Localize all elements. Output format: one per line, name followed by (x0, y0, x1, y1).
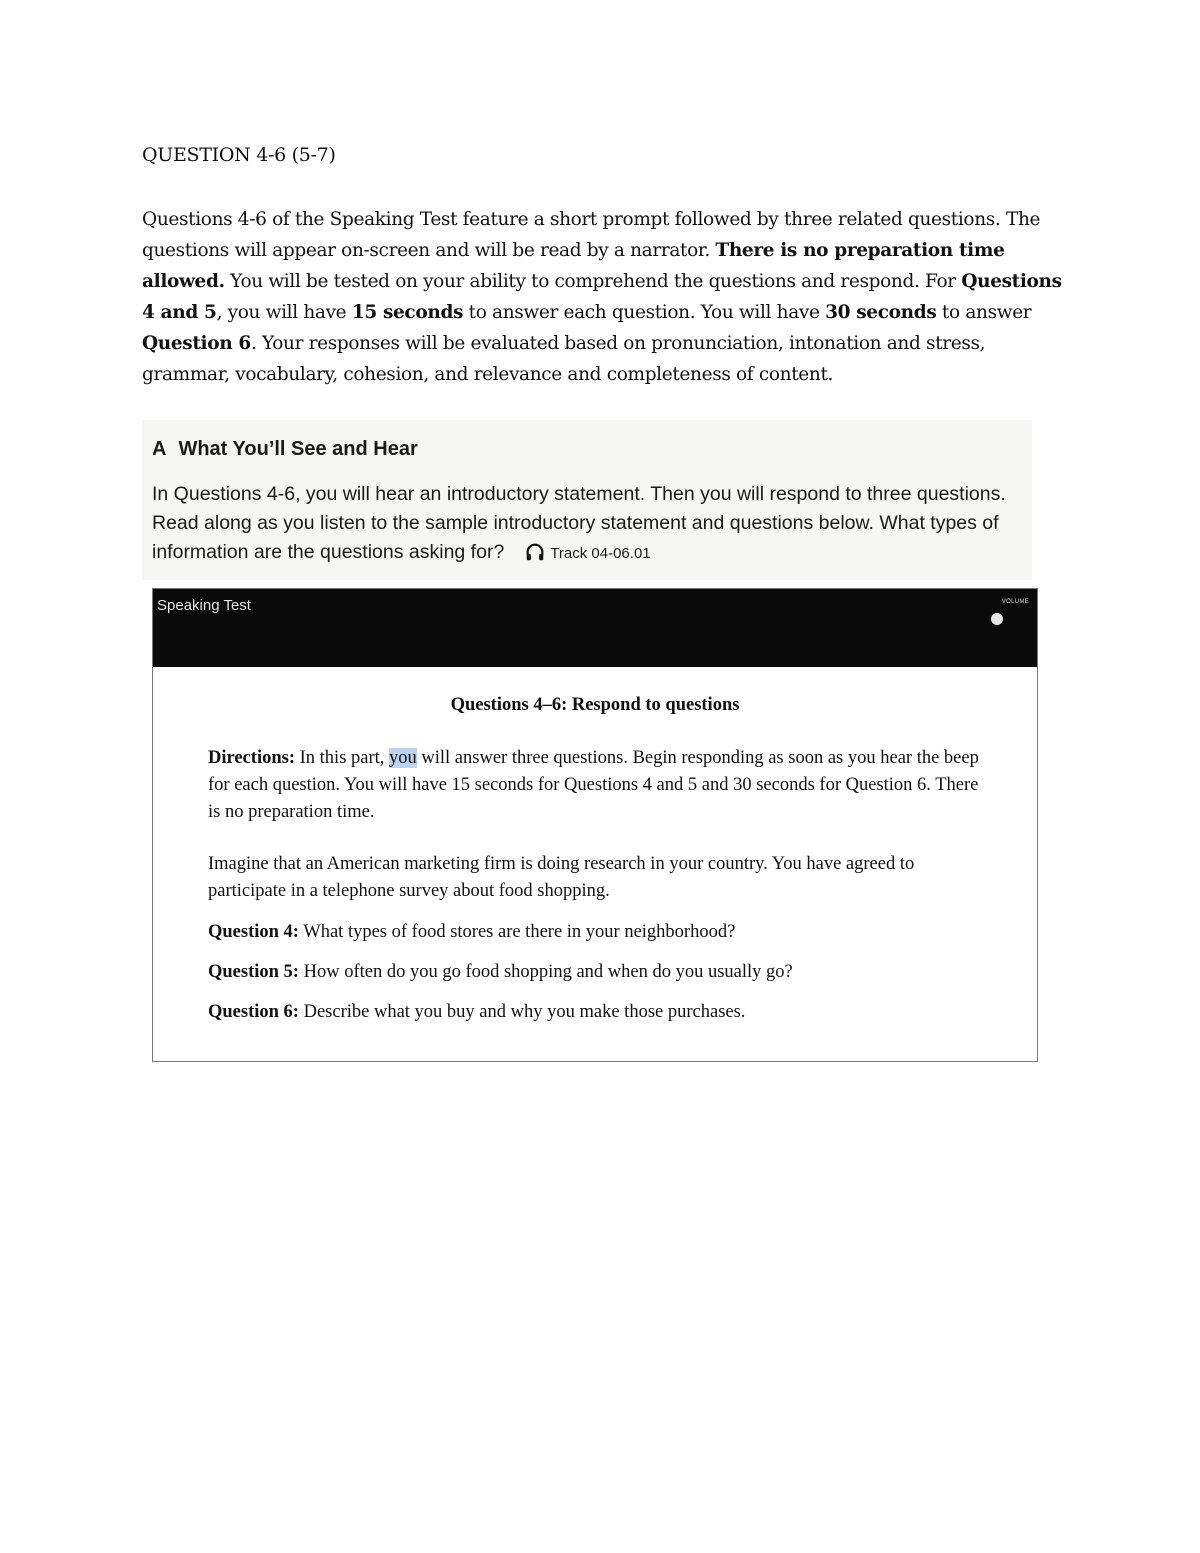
intro-bold-30-seconds: 30 seconds (825, 302, 937, 323)
volume-icon (991, 613, 1003, 625)
intro-text-6: . Your responses will be evaluated based on pronunciation, intonation and stress, grammar, vocabulary, cohesion, and relevance and completeness of content. (142, 333, 986, 385)
directions-label: Directions: (208, 748, 295, 768)
directions-text-post: will answer three questions. Begin responding as soon as you hear the beep for each question. You will have 15 seconds for Questions 4 and 5 and 30 seconds for Question 6. There is no preparation time. (208, 748, 979, 822)
track-reference (524, 545, 650, 562)
question-6-label: Question 6: (208, 1002, 299, 1022)
question-5 (208, 959, 988, 986)
intro-text-5: to answer (936, 302, 1032, 323)
intro-bold-question-6: Question 6 (142, 333, 251, 354)
section-letter: A (152, 438, 167, 460)
intro-text-3: , you will have (216, 302, 352, 323)
section-heading (152, 438, 418, 461)
panel-title: Speaking Test (157, 597, 251, 614)
panel-title-bar (153, 589, 1037, 667)
directions-paragraph (208, 745, 988, 826)
page-title: QUESTION 4-6 (5-7) (142, 144, 336, 166)
intro-text-1: Questions 4-6 of the Speaking Test feature a short prompt followed by three related questions. The questions will appear on-screen and will be read by a narrator. (142, 209, 1041, 261)
intro-bold-15-seconds: 15 seconds (351, 302, 464, 323)
section-title: What You’ll See and Hear (178, 438, 418, 460)
directions-text-pre: In this part, (295, 748, 390, 768)
section-body-text: In Questions 4-6, you will hear an introductory statement. Then you will respond to three questions. Read along as you listen to the sample introductory statement and questions below. What types of information are the questions asking for? (152, 483, 1006, 563)
question-4-text: What types of food stores are there in your neighborhood? (298, 922, 736, 942)
section-body (152, 480, 1022, 568)
headphones-icon (524, 541, 546, 563)
directions-highlight: you (389, 748, 417, 768)
volume-label: VOLUME (1001, 599, 1029, 605)
question-6 (208, 999, 988, 1026)
intro-bold-questions-4-5: Questions 4 and 5 (142, 271, 1062, 323)
question-5-text: How often do you go food shopping and when do you usually go? (298, 962, 793, 982)
scenario-paragraph: Imagine that an American marketing firm is doing research in your country. You have agreed to participate in a telephone survey about food shopping. (208, 854, 915, 901)
question-4 (208, 919, 988, 946)
intro-text-4: to answer each question. You will have (463, 302, 826, 323)
question-4-label: Question 4: (208, 922, 299, 942)
track-label: Track 04-06.01 (550, 545, 651, 562)
intro-bold-no-prep: There is no preparation time allowed. (142, 240, 1005, 292)
question-6-text: Describe what you buy and why you make those purchases. (298, 1002, 746, 1022)
intro-paragraph (142, 204, 1062, 390)
intro-text-2: You will be tested on your ability to comprehend the questions and respond. For (224, 271, 962, 292)
speaking-test-panel (152, 588, 1038, 1062)
question-5-label: Question 5: (208, 962, 299, 982)
panel-heading: Questions 4–6: Respond to questions (450, 695, 740, 715)
